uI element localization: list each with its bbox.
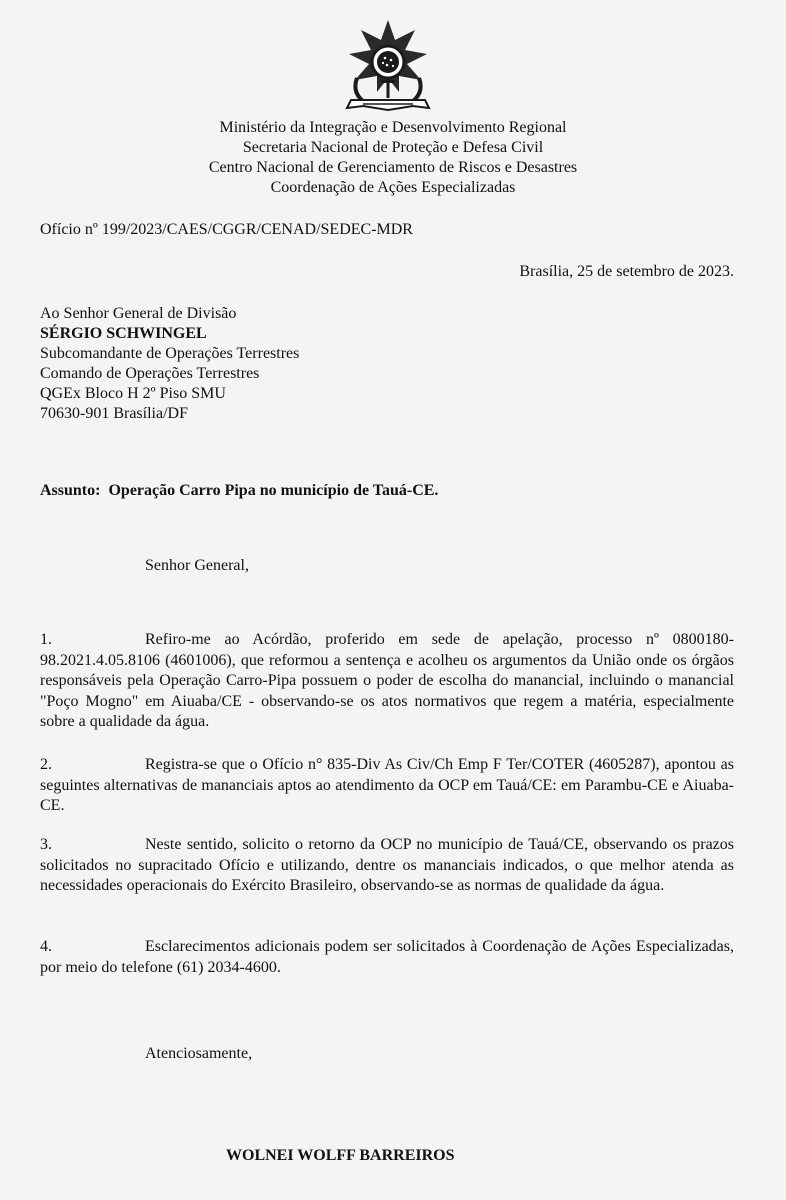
letterhead-secretariat: Secretaria Nacional de Proteção e Defesa Civil — [242, 139, 544, 156]
recipient-block — [40, 304, 299, 424]
letterhead — [0, 118, 786, 198]
paragraph-number: 2. — [40, 756, 52, 773]
paragraph-text: Registra-se que o Ofício n° 835-Div As Civ/Ch Emp F Ter/COTER (4605287), apontou as seguintes alternativas de mananciais aptos ao atendimento da OCP em Tauá/CE: em Parambu-CE e Aiuaba-CE. — [40, 756, 734, 814]
recipient-name: SÉRGIO SCHWINGEL — [40, 325, 207, 342]
subject-label: Assunto: — [40, 482, 101, 499]
brazil-coat-of-arms-icon — [343, 18, 433, 114]
recipient-salutation: Ao Senhor General de Divisão — [40, 305, 237, 322]
paragraph-3 — [40, 835, 734, 897]
document-date: Brasília, 25 de setembro de 2023. — [519, 263, 734, 280]
paragraph-text: Refiro-me ao Acórdão, proferido em sede de apelação, processo nº 0800180-98.2021.4.05.8106 (4601006), que reformou a sentença e acolheu os argumentos da União onde os órgãos responsáveis pela Operação Carro-Pipa possuem o poder de escolha do manancial, incluindo o manancial "Poço Mogno" em Aiuaba/CE - observando-se os atos normativos que regem a matéria, especialmente sobre a qualidade da água. — [40, 631, 734, 730]
paragraph-number: 4. — [40, 938, 52, 955]
closing: Atenciosamente, — [145, 1045, 253, 1062]
paragraph-2 — [40, 755, 734, 817]
document-reference: Ofício nº 199/2023/CAES/CGGR/CENAD/SEDEC-MDR — [40, 221, 413, 238]
paragraph-text: Neste sentido, solicito o retorno da OCP no município de Tauá/CE, observando os prazos solicitados no supracitado Ofício e utilizando, dentre os mananciais indicados, o que melhor atenda as necessidades operacionais do Exército Brasileiro, observando-se as normas de qualidade da água. — [40, 836, 734, 894]
subject-text: Operação Carro Pipa no município de Tauá-CE. — [108, 482, 439, 499]
letterhead-center: Centro Nacional de Gerenciamento de Riscos e Desastres — [208, 159, 578, 176]
recipient-city: 70630-901 Brasília/DF — [40, 405, 188, 422]
letterhead-coordination: Coordenação de Ações Especializadas — [270, 179, 516, 196]
paragraph-4 — [40, 937, 734, 978]
signature-name: WOLNEI WOLFF BARREIROS — [226, 1147, 455, 1164]
greeting: Senhor General, — [145, 557, 249, 574]
letterhead-ministry: Ministério da Integração e Desenvolvimento Regional — [219, 119, 567, 136]
recipient-command: Comando de Operações Terrestres — [40, 365, 260, 382]
paragraph-number: 3. — [40, 836, 52, 853]
recipient-address: QGEx Bloco H 2º Piso SMU — [40, 385, 226, 402]
subject-line — [40, 481, 438, 501]
recipient-title: Subcomandante de Operações Terrestres — [40, 345, 300, 362]
paragraph-text: Esclarecimentos adicionais podem ser solicitados à Coordenação de Ações Especializadas, por meio do telefone (61) 2034-4600. — [40, 938, 734, 976]
paragraph-1 — [40, 630, 734, 733]
paragraph-number: 1. — [40, 631, 52, 648]
